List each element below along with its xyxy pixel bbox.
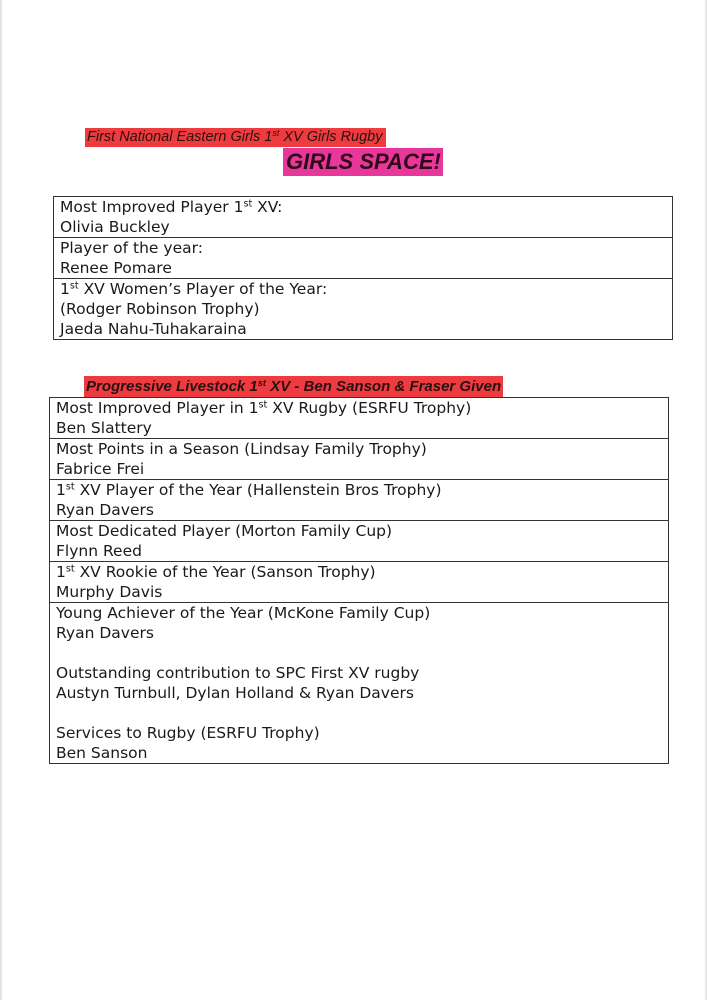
award-row-most-improved: [50, 398, 668, 438]
girls-space-title: GIRLS SPACE!: [283, 148, 443, 176]
award-title: Most Improved Player in 1st XV Rugby (ESRFU Trophy): [56, 399, 472, 417]
award-trophy: (Rodger Robinson Trophy): [60, 300, 260, 318]
award-title: 1st XV Player of the Year (Hallenstein Bros Trophy): [56, 481, 442, 499]
award-winner: Ben Sanson: [56, 744, 148, 762]
award-row-most-dedicated: [50, 520, 668, 561]
award-title: Most Points in a Season (Lindsay Family Trophy): [56, 440, 427, 458]
award-title: 1st XV Rookie of the Year (Sanson Trophy): [56, 563, 376, 581]
award-title: Most Dedicated Player (Morton Family Cup): [56, 522, 393, 540]
award-row-most-points: [50, 438, 668, 479]
award-title: Young Achiever of the Year (McKone Family Cup): [56, 604, 431, 622]
girls-awards-table: [53, 196, 673, 340]
award-winner: Murphy Davis: [56, 583, 163, 601]
award-title: Services to Rugby (ESRFU Trophy): [56, 724, 320, 742]
award-winner: Ryan Davers: [56, 501, 154, 519]
award-row-rookie: [50, 561, 668, 602]
award-winner: Jaeda Nahu-Tuhakaraina: [60, 320, 247, 338]
award-winner: Flynn Reed: [56, 542, 142, 560]
award-row-girls-womens-player: [54, 278, 672, 339]
award-winner: Renee Pomare: [60, 259, 172, 277]
award-winner: Austyn Turnbull, Dylan Holland & Ryan Davers: [56, 684, 414, 702]
award-row-girls-player-of-year: [54, 237, 672, 278]
boys-section-banner: Progressive Livestock 1st XV - Ben Sanson & Fraser Given: [86, 377, 502, 395]
award-title: Player of the year:: [60, 239, 203, 257]
boys-awards-table: [49, 397, 669, 764]
award-row-young-achiever-group: [50, 602, 668, 763]
spacer: [56, 643, 668, 663]
award-winner: Ryan Davers: [56, 624, 154, 642]
award-row-girls-most-improved: [54, 197, 672, 237]
page-edge-shadow-left: [0, 0, 3, 1000]
award-title: 1st XV Women’s Player of the Year:: [60, 280, 328, 298]
award-winner: Ben Slattery: [56, 419, 152, 437]
spacer: [56, 703, 668, 723]
girls-section-banner: First National Eastern Girls 1st XV Girls Rugby: [85, 128, 386, 147]
award-title: Outstanding contribution to SPC First XV rugby: [56, 664, 420, 682]
award-title: Most Improved Player 1st XV:: [60, 198, 283, 216]
award-winner: Fabrice Frei: [56, 460, 145, 478]
award-winner: Olivia Buckley: [60, 218, 170, 236]
award-row-player-of-year: [50, 479, 668, 520]
